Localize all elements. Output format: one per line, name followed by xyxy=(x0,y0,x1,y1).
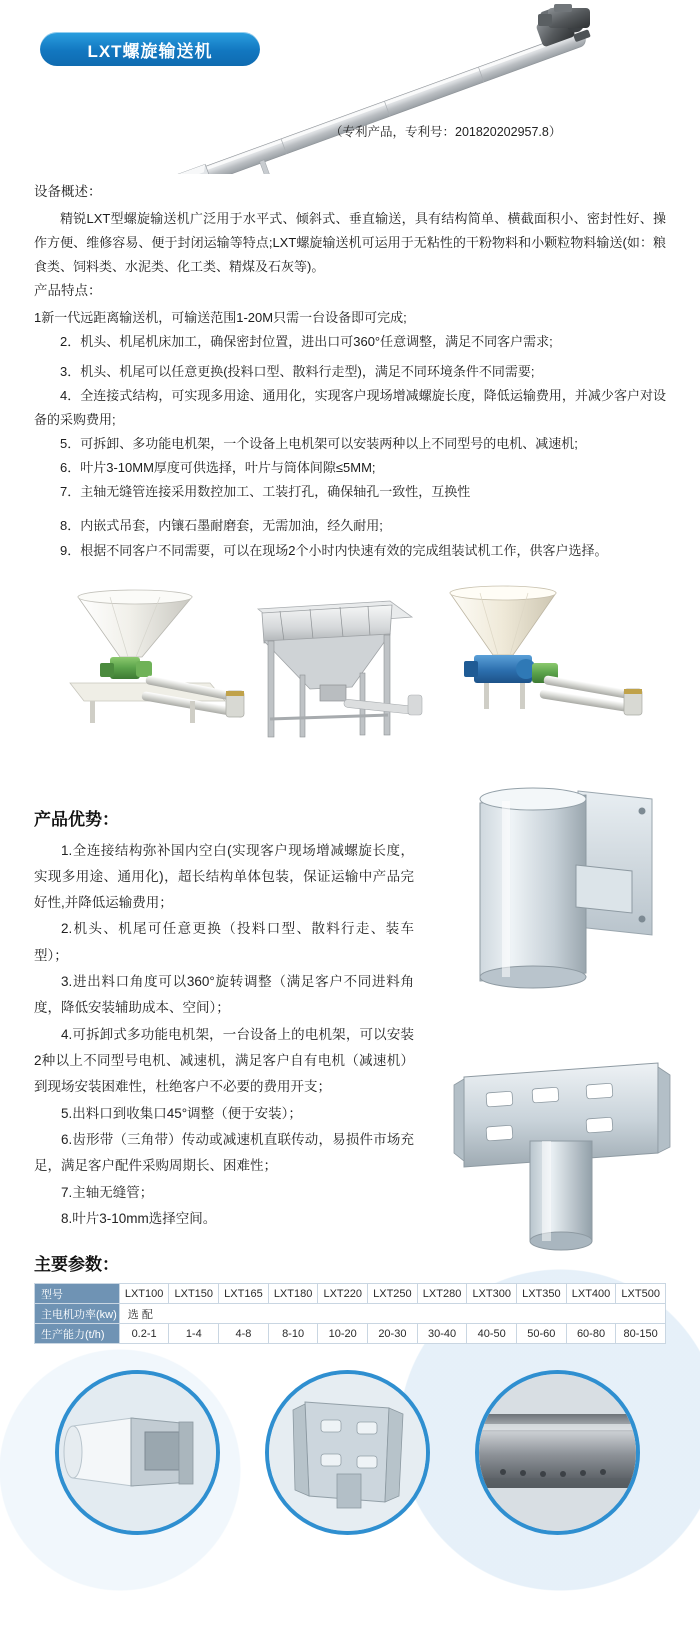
feature-item-7: 7．主轴无缝管连接采用数控加工、工装打孔，确保轴孔一致性，互换性 xyxy=(60,484,471,500)
params-cell: 0.2-1 xyxy=(119,1324,169,1344)
product-photo-box-hopper xyxy=(240,579,430,769)
product-photo-inlet-housing xyxy=(446,785,676,1025)
feature-item-3: 3．机头、机尾可以任意更换(投料口型、散料行走型)，满足不同环境条件不同需要; xyxy=(60,364,535,380)
params-heading: 主要参数： xyxy=(34,1255,119,1275)
advantage-item-4: 4.可拆卸式多功能电机架，一台设备上的电机架，可以安装2种以上不同型号电机、减速机，满足客户自有电机（减速机）到现场安装困难性，杜绝客户不必要的费用开支； xyxy=(34,1026,414,1095)
params-cell: 20-30 xyxy=(368,1324,418,1344)
advantage-item-1: 1.全连接结构弥补国内空白(实现客户现场增减螺旋长度，实现多用途、通用化)，超长结构单体包装，保证运输中产品完好性,并降低运输费用； xyxy=(34,842,414,911)
params-row-label: 型号 xyxy=(35,1284,120,1304)
patent-note: （专利产品，专利号：201820202957.8） xyxy=(330,125,562,139)
overview-paragraph: 精锐LXT型螺旋输送机广泛用于水平式、倾斜式、垂直输送，具有结构简单、横截面积小、密封性好、操作方便、维修容易、便于封闭运输等特点;LXT螺旋输送机可运用于无粘性的干粉物料和小颗粒物料输送(如：粮食类、饲料类、水泥类、化工类、精煤及石灰等)。 xyxy=(34,210,666,275)
features-heading: 产品特点： xyxy=(34,283,102,299)
params-cell: LXT350 xyxy=(517,1284,567,1304)
feature-item-2: 2．机头、机尾机床加工，确保密封位置，进出口可360°任意调整，满足不同客户需求; xyxy=(60,334,553,350)
feature-item-4: 4．全连接式结构，可实现多用途、通用化，实现客户现场增减螺旋长度，降低运输费用，并减少客户对设备的采购费用; xyxy=(34,388,666,428)
product-title-badge xyxy=(40,32,260,66)
product-photo-row xyxy=(0,579,700,779)
params-cell: 选 配 xyxy=(119,1304,665,1324)
text-content xyxy=(0,180,700,563)
product-photo-motor-bracket xyxy=(446,1041,676,1256)
params-cell: 60-80 xyxy=(566,1324,616,1344)
advantages-heading: 产品优势： xyxy=(34,809,119,829)
advantage-item-6: 6.齿形带（三角带）传动或减速机直联传动，易损件市场充足，满足客户配件采购周期长、困难性； xyxy=(34,1131,414,1174)
params-cell: LXT100 xyxy=(119,1284,169,1304)
advantage-item-7: 7.主轴无缝管； xyxy=(61,1184,154,1200)
params-table xyxy=(34,1283,666,1344)
product-title: LXT螺旋输送机 xyxy=(87,41,213,61)
params-cell: 4-8 xyxy=(219,1324,269,1344)
params-cell: LXT250 xyxy=(368,1284,418,1304)
params-row-label: 生产能力(t/h) xyxy=(35,1324,120,1344)
params-row-label: 主电机功率(kw) xyxy=(35,1304,120,1324)
detail-photo-row xyxy=(0,1362,700,1552)
detail-photo-tube xyxy=(475,1370,640,1535)
advantage-item-3: 3.进出料口角度可以360°旋转调整（满足客户不同进料角度，降低安装辅助成本、空间）； xyxy=(34,974,414,1016)
params-cell: LXT400 xyxy=(566,1284,616,1304)
feature-item-6: 6．叶片3-10MM厚度可供选择，叶片与筒体间隙≤5MM; xyxy=(60,460,376,476)
feature-item-5: 5．可拆卸、多功能电机架，一个设备上电机架可以安装两种以上不同型号的电机、减速机; xyxy=(60,436,578,452)
params-cell: 50-60 xyxy=(517,1324,567,1344)
params-cell: LXT220 xyxy=(318,1284,368,1304)
product-photo-cone-hopper xyxy=(50,579,250,769)
params-cell: LXT150 xyxy=(169,1284,219,1304)
params-cell: LXT280 xyxy=(417,1284,467,1304)
params-cell: LXT300 xyxy=(467,1284,517,1304)
table-row xyxy=(35,1284,666,1304)
advantages-body xyxy=(34,838,414,1233)
advantage-item-2: 2.机头、机尾可任意更换（投料口型、散料行走、装车型）； xyxy=(34,921,414,963)
feature-item-8: 8．内嵌式吊套，内镶石墨耐磨套，无需加油，经久耐用; xyxy=(60,518,383,534)
detail-photo-bracket-plate xyxy=(265,1370,430,1535)
params-cell: LXT165 xyxy=(219,1284,269,1304)
product-photo-cone-hopper-blue xyxy=(440,579,655,769)
params-cell: 80-150 xyxy=(616,1324,666,1344)
advantage-item-5: 5.出料口到收集口45°调整（便于安装）； xyxy=(61,1105,302,1121)
table-row xyxy=(35,1324,666,1344)
params-cell: 10-20 xyxy=(318,1324,368,1344)
advantages-section xyxy=(0,805,700,1233)
screw-conveyor-illustration xyxy=(150,4,610,174)
detail-photo-outlet xyxy=(55,1370,220,1535)
feature-item-9: 9．根据不同客户不同需要，可以在现场2个小时内快速有效的完成组装试机工作，供客户选择。 xyxy=(60,542,608,558)
params-cell: 8-10 xyxy=(268,1324,318,1344)
params-cell: LXT180 xyxy=(268,1284,318,1304)
feature-item-1: 1新一代远距离输送机，可输送范围1-20M只需一台设备即可完成; xyxy=(34,310,407,326)
params-cell: 1-4 xyxy=(169,1324,219,1344)
params-cell: LXT500 xyxy=(616,1284,666,1304)
overview-heading: 设备概述： xyxy=(34,184,102,199)
params-cell: 40-50 xyxy=(467,1324,517,1344)
page-header xyxy=(0,0,700,180)
params-cell: 30-40 xyxy=(417,1324,467,1344)
table-row xyxy=(35,1304,666,1324)
advantage-item-8: 8.叶片3-10mm选择空间。 xyxy=(61,1210,217,1226)
